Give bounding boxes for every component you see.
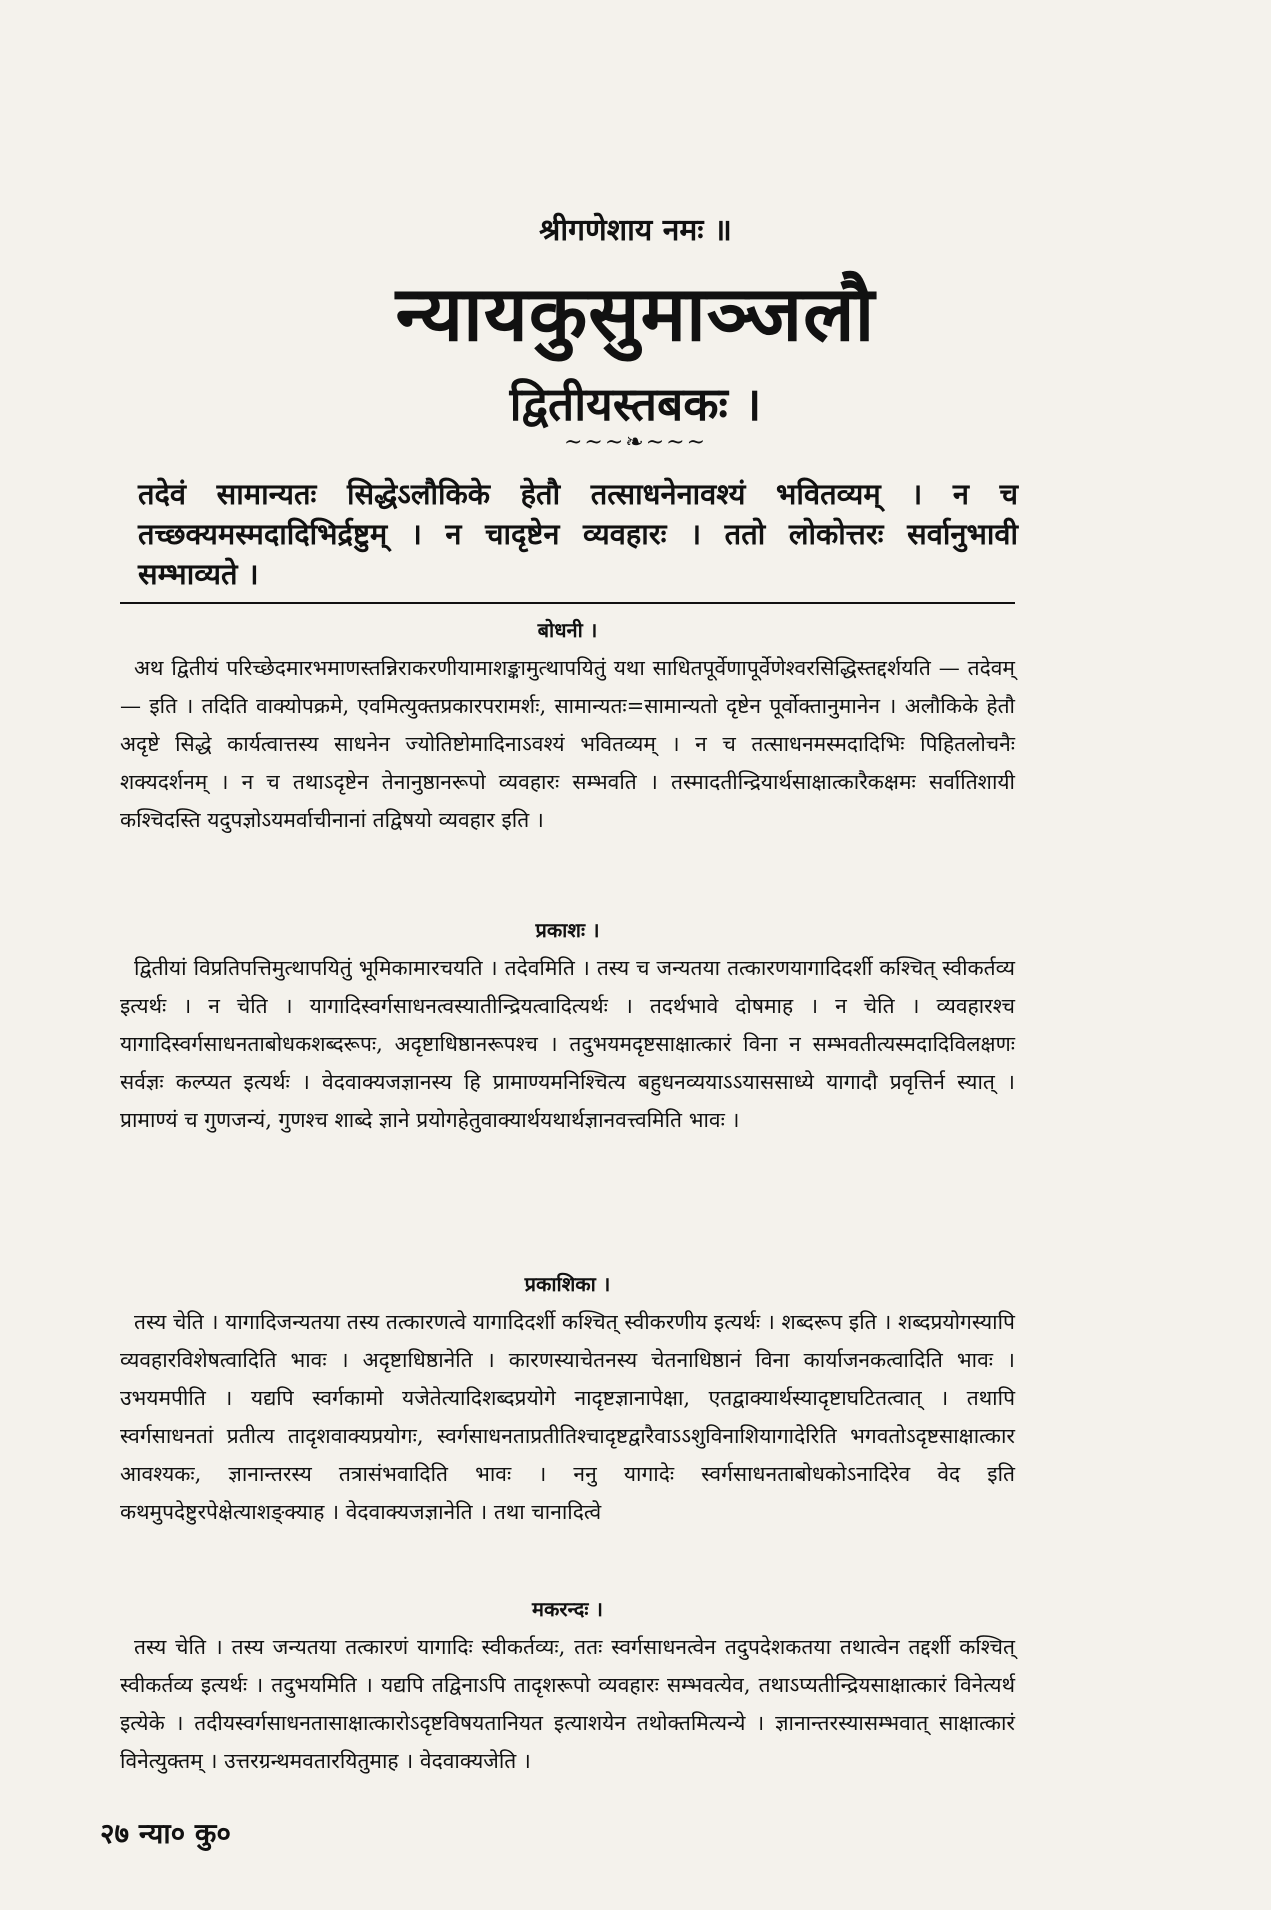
commentary-prakashika bbox=[120, 1270, 1015, 1531]
commentary-makaranda bbox=[120, 1595, 1015, 1780]
invocation-line: श्रीगणेशाय नमः ॥ bbox=[539, 213, 732, 248]
commentary-heading: बोधनी । bbox=[537, 618, 598, 642]
commentary-bodhani bbox=[120, 616, 1015, 839]
commentary-heading: प्रकाशः । bbox=[535, 918, 600, 942]
ornament-divider: ~~~❧~~~ bbox=[563, 430, 708, 455]
commentary-text: द्वितीयां विप्रतिपत्तिमुत्थापयितुं भूमिकामारचयति । तदेवमिति । तस्य च जन्यतया तत्कारणयागादिदर्शी कश्चित् स्वीकर्तव्य इत्यर्थः । न चेति । यागादिस्वर्गसाधनत्वस्यातीन्द्रियत्वादित्यर्थः । तदर्थभावे दोषमाह । न चेति । व्यवहारश्च यागादिस्वर्गसाधनताबोधकशब्दरूपः, अदृष्टाधिष्ठानरूपश्च । तदुभयमदृष्टसाक्षात्कारं विना न सम्भवतीत्यस्मदादिविलक्षणः सर्वज्ञः कल्प्यत इत्यर्थः । वेदवाक्यजज्ञानस्य हि प्रामाण्यमनिश्चित्य बहुधनव्ययाऽऽयाससाध्ये यागादौ प्रवृत्तिर्न स्यात् । प्रामाण्यं च गुणजन्यं, गुणश्च शाब्दे ज्ञाने प्रयोगहेतुवाक्यार्थयथार्थज्ञानवत्त्वमिति भावः । bbox=[120, 956, 1015, 1132]
commentary-heading: प्रकाशिका । bbox=[524, 1272, 611, 1296]
root-text: तदेवं सामान्यतः सिद्धेऽलौकिके हेतौ तत्साधनेनावश्यं भवितव्यम् । न च तच्छक्यमस्मदादिभिर्द्रष्टुम् । न चादृष्टेन व्यवहारः । ततो लोकोत्तरः सर्वानुभावी सम्भाव्यते । bbox=[138, 477, 1018, 591]
commentary-text: अथ द्वितीयं परिच्छेदमारभमाणस्तन्निराकरणीयामाशङ्कामुत्थापयितुं यथा साधितपूर्वेणापूर्वेणेश्वरसिद्धिस्तद्दर्शयति — तदेवम् — इति । तदिति वाक्योपक्रमे, एवमित्युक्तप्रकारपरामर्शः, सामान्यतः=सामान्यतो दृष्टेन पूर्वोक्तानुमानेन । अलौकिके हेतौ अदृष्टे सिद्धे कार्यत्वात्तस्य साधनेन ज्योतिष्टोमादिनाऽवश्यं भवितव्यम् । न च तत्साधनमस्मदादिभिः पिहितलोचनैः शक्यदर्शनम् । न च तथाऽदृष्टेन तेनानुष्ठानरूपो व्यवहारः सम्भवति । तस्मादतीन्द्रियार्थसाक्षात्कारैकक्षमः सर्वातिशायी कश्चिदस्ति यदुपज्ञोऽयमर्वाचीनानां तद्विषयो व्यवहार इति । bbox=[120, 656, 1015, 832]
commentary-prakasha bbox=[120, 916, 1015, 1139]
chapter-title: द्वितीयस्तबकः । bbox=[509, 377, 762, 431]
commentary-text: तस्य चेति । तस्य जन्यतया तत्कारणं यागादिः स्वीकर्तव्यः, ततः स्वर्गसाधनत्वेन तदुपदेशकतया तथात्वेन तद्दर्शी कश्चित् स्वीकर्तव्य इत्यर्थः । तदुभयमिति । यद्यपि तद्विनाऽपि तादृशरूपो व्यवहारः सम्भवत्येव, तथाऽप्यतीन्द्रियसाक्षात्कारं विनेत्यर्थ इत्येके । तदीयस्वर्गसाधनतासाक्षात्कारोऽदृष्टविषयतानियत इत्याशयेन तथोक्तमित्यन्ये । ज्ञानान्तरस्यासम्भवात् साक्षात्कारं विनेत्युक्तम् । उत्तरग्रन्थमवतारयितुमाह । वेदवाक्यजेति । bbox=[120, 1635, 1015, 1773]
commentary-text: तस्य चेति । यागादिजन्यतया तस्य तत्कारणत्वे यागादिदर्शी कश्चित् स्वीकरणीय इत्यर्थः । शब्दरूप इति । शब्दप्रयोगस्यापि व्यवहारविशेषत्वादिति भावः । अदृष्टाधिष्ठानेति । कारणस्याचेतनस्य चेतनाधिष्ठानं विना कार्याजनकत्वादिति भावः । उभयमपीति । यद्यपि स्वर्गकामो यजेतेत्यादिशब्दप्रयोगे नादृष्टज्ञानापेक्षा, एतद्वाक्यार्थस्यादृष्टाघटितत्वात् । तथापि स्वर्गसाधनतां प्रतीत्य तादृशवाक्यप्रयोगः, स्वर्गसाधनताप्रतीतिश्चादृष्टद्वारैवाऽऽशुविनाशियागादेरिति भगवतोऽदृष्टसाक्षात्कार आवश्यकः, ज्ञानान्तरस्य तत्रासंभवादिति भावः । ननु यागादेः स्वर्गसाधनताबोधकोऽनादिरेव वेद इति कथमुपदेष्टुरपेक्षेत्याशङ्क्याह । वेदवाक्यजज्ञानेति । तथा चानादित्वे bbox=[120, 1310, 1015, 1524]
horizontal-rule bbox=[120, 602, 1015, 604]
commentary-heading: मकरन्दः । bbox=[532, 1597, 603, 1621]
main-title: न्यायकुसुमाञ्जलौ bbox=[395, 269, 876, 358]
page-footer-signature: २७ न्या० कु० bbox=[100, 1817, 231, 1850]
